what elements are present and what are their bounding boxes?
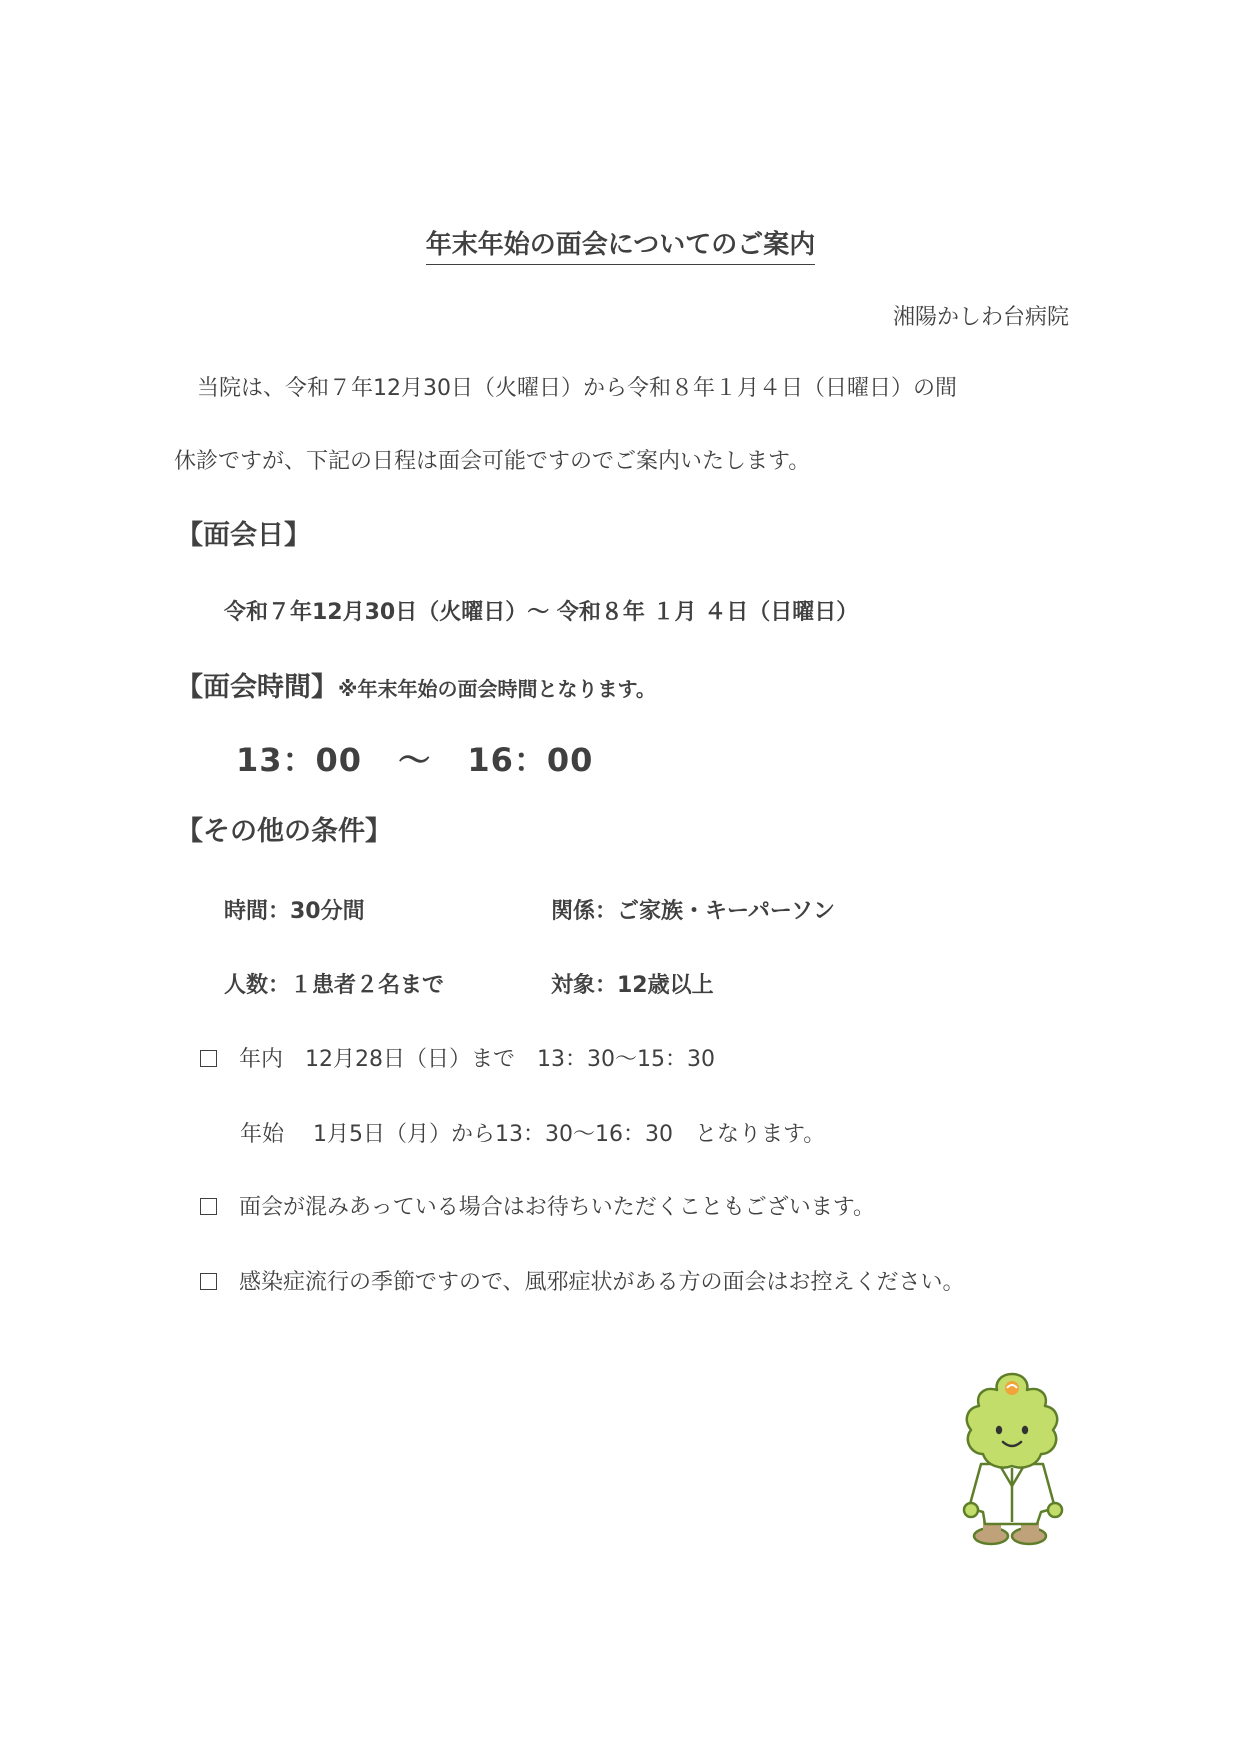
visit-hours-start: 13：00 bbox=[236, 741, 363, 779]
note-infection bbox=[200, 1268, 965, 1298]
condition-count: 人数：１患者２名まで bbox=[224, 973, 445, 998]
mascot-icon bbox=[955, 1368, 1075, 1548]
page-title: 年末年始の面会についてのご案内 bbox=[0, 228, 1241, 265]
visit-hours-heading bbox=[176, 670, 656, 707]
intro-line-1: 当院は、令和７年12月30日（火曜日）から令和８年１月４日（日曜日）の間 bbox=[197, 376, 957, 401]
note-crowded-text: 面会が混みあっている場合はお待ちいただくこともございます。 bbox=[239, 1195, 876, 1220]
visit-days-range: 令和７年12月30日（火曜日）～ 令和８年 １月 ４日（日曜日） bbox=[224, 600, 859, 625]
note-infection-text: 感染症流行の季節ですので、風邪症状がある方の面会はお控えください。 bbox=[239, 1270, 965, 1295]
visit-hours-separator: ～ bbox=[398, 741, 432, 779]
organization-name: 湘陽かしわ台病院 bbox=[892, 305, 1069, 330]
conditions-heading: 【その他の条件】 bbox=[176, 816, 392, 847]
visit-hours-end: 16：00 bbox=[467, 741, 594, 779]
checkbox-square-icon bbox=[200, 1050, 217, 1067]
note-crowded bbox=[200, 1193, 875, 1223]
checkbox-square-icon bbox=[200, 1198, 217, 1215]
condition-duration: 時間：30分間 bbox=[224, 899, 365, 924]
condition-relation: 関係：ご家族・キーパーソン bbox=[551, 899, 836, 924]
visit-hours-note: ※年末年始の面会時間となります。 bbox=[338, 677, 656, 701]
visit-hours-heading-label: 【面会時間】 bbox=[176, 672, 338, 703]
note-year-end-text: 年内 12月28日（日）まで 13：30～15：30 bbox=[239, 1047, 715, 1072]
checkbox-square-icon bbox=[200, 1273, 217, 1290]
note-new-year: 年始 1月5日（月）から13：30～16：30 となります。 bbox=[240, 1122, 826, 1147]
note-year-end bbox=[200, 1045, 715, 1075]
condition-target: 対象：12歳以上 bbox=[551, 973, 714, 998]
visit-hours-range bbox=[236, 740, 593, 780]
visit-days-heading: 【面会日】 bbox=[176, 520, 311, 551]
intro-line-2: 休診ですが、下記の日程は面会可能ですのでご案内いたします。 bbox=[174, 449, 811, 474]
